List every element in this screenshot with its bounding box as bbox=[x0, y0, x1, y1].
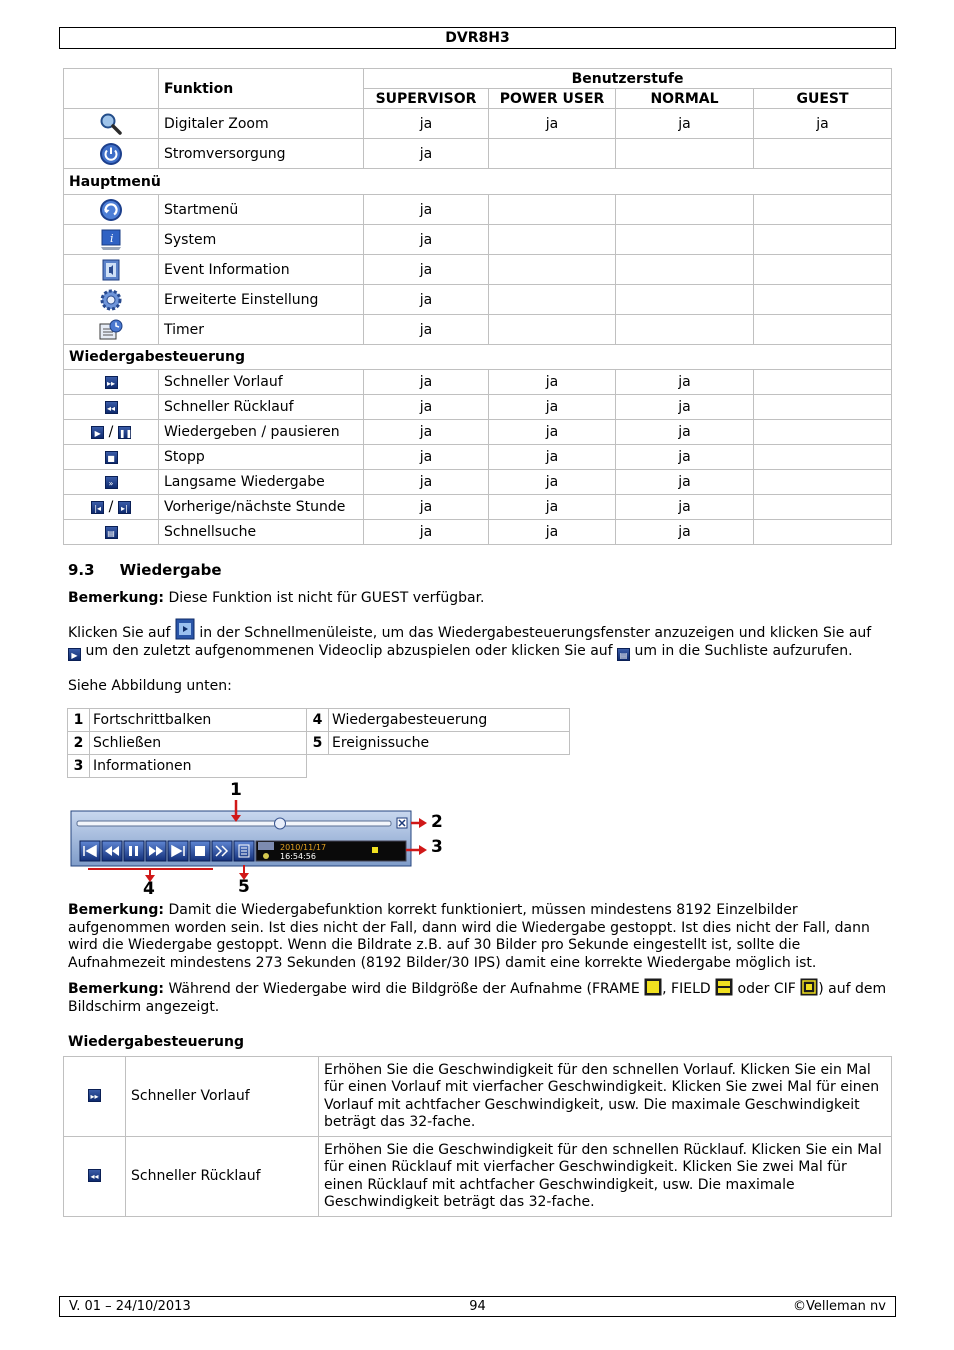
info-time: 16:54:56 bbox=[280, 852, 316, 861]
cell-value bbox=[754, 520, 892, 545]
cell-value: ja bbox=[616, 420, 754, 445]
cell-value: ja bbox=[489, 395, 616, 420]
see-below-text: Siehe Abbildung unten: bbox=[68, 678, 232, 694]
playback-menu-icon bbox=[175, 618, 195, 640]
table-row bbox=[64, 470, 892, 495]
table-row bbox=[64, 225, 892, 255]
cell-value bbox=[754, 370, 892, 395]
subheading-playback-control: Wiedergabesteuerung bbox=[68, 1034, 244, 1050]
note-guest bbox=[68, 590, 888, 608]
table-row bbox=[64, 285, 892, 315]
fast-forward-icon: ▸▸ bbox=[88, 1089, 101, 1102]
cell-value bbox=[754, 395, 892, 420]
power-icon bbox=[99, 142, 123, 166]
info-date: 2010/11/17 bbox=[280, 843, 327, 852]
pause-icon: ❚❚ bbox=[118, 426, 131, 439]
cell-value: ja bbox=[364, 420, 489, 445]
row-label: Langsame Wiedergabe bbox=[159, 470, 364, 495]
cell-value: ja bbox=[489, 520, 616, 545]
cif-icon bbox=[800, 978, 818, 996]
text-segment: Während der Wiedergabe wird die Bildgröße der Aufnahme (FRAME bbox=[164, 981, 645, 997]
row-label: Event Information bbox=[159, 255, 364, 285]
row-label: Schneller Rücklauf bbox=[159, 395, 364, 420]
cell-value bbox=[489, 255, 616, 285]
cell-value: ja bbox=[364, 195, 489, 225]
cell-value: ja bbox=[616, 470, 754, 495]
cell-value: ja bbox=[364, 255, 489, 285]
search-list-icon: ▤ bbox=[617, 648, 630, 661]
cell-value: ja bbox=[616, 370, 754, 395]
playback-description-table bbox=[63, 1056, 892, 1217]
cell-value bbox=[489, 225, 616, 255]
callout-1 bbox=[230, 780, 242, 822]
row-label: Timer bbox=[159, 315, 364, 345]
pause-button bbox=[124, 841, 144, 861]
cell-value bbox=[754, 420, 892, 445]
callout-number: 1 bbox=[230, 780, 242, 800]
table-row bbox=[64, 109, 892, 139]
col-function: Funktion bbox=[159, 69, 364, 109]
slash-separator: / bbox=[108, 499, 114, 515]
quick-search-icon: ▤ bbox=[105, 526, 118, 539]
table-row bbox=[64, 1057, 892, 1137]
advanced-settings-icon bbox=[99, 288, 123, 312]
row-label: Erweiterte Einstellung bbox=[159, 285, 364, 315]
legend-label: Schließen bbox=[90, 732, 307, 755]
cell-value bbox=[754, 445, 892, 470]
row-label: Stromversorgung bbox=[159, 139, 364, 169]
legend-number: 1 bbox=[68, 709, 90, 732]
note-label: Bemerkung: bbox=[68, 981, 165, 997]
callout-3 bbox=[406, 837, 443, 857]
callout-number: 5 bbox=[238, 877, 250, 897]
cell-value bbox=[489, 285, 616, 315]
section-heading bbox=[68, 561, 222, 579]
legend-label: Ereignissuche bbox=[329, 732, 570, 755]
cell-value: ja bbox=[489, 470, 616, 495]
cell-value bbox=[489, 139, 616, 169]
cell-value: ja bbox=[616, 445, 754, 470]
next-hour-icon: ▸| bbox=[118, 501, 131, 514]
cell-value bbox=[616, 139, 754, 169]
row-label: System bbox=[159, 225, 364, 255]
cell-value: ja bbox=[364, 315, 489, 345]
text-segment: Klicken Sie auf bbox=[68, 625, 175, 641]
cell-value bbox=[754, 495, 892, 520]
callout-number: 3 bbox=[431, 837, 443, 857]
cell-value bbox=[616, 255, 754, 285]
callout-number: 2 bbox=[431, 812, 443, 832]
cell-value bbox=[754, 285, 892, 315]
row-description: Erhöhen Sie die Geschwindigkeit für den schnellen Vorlauf. Klicken Sie ein Mal für einen Vorlauf mit vierfacher Geschwindigkeit. Klicken Sie zwei Mal für einen Vorlauf mit achtfacher Geschwindigkeit, usw. Die maximale Geschwindigkeit beträgt das 32-fache. bbox=[319, 1057, 892, 1137]
text-segment: ) auf dem Bildschirm angezeigt. bbox=[68, 981, 887, 1015]
level-power-user: POWER USER bbox=[489, 89, 616, 109]
note-label: Bemerkung: bbox=[68, 590, 165, 606]
footer-copyright: ©Velleman nv bbox=[792, 1299, 886, 1314]
cell-value: ja bbox=[364, 395, 489, 420]
cell-value: ja bbox=[489, 370, 616, 395]
cell-value bbox=[754, 470, 892, 495]
row-label: Schneller Vorlauf bbox=[126, 1057, 319, 1137]
cell-value bbox=[616, 225, 754, 255]
timer-icon bbox=[98, 318, 124, 342]
cell-value: ja bbox=[489, 109, 616, 139]
row-description: Erhöhen Sie die Geschwindigkeit für den schnellen Rücklauf. Klicken Sie ein Mal für einen Rücklauf mit vierfacher Geschwindigkeit. Klicken Sie zwei Mal für einen Rücklauf mit achtfacher Geschwindigkeit, usw. Die maximale Geschwindigkeit beträgt das 32-fache. bbox=[319, 1137, 892, 1217]
cell-value: ja bbox=[616, 495, 754, 520]
legend-label: Fortschrittbalken bbox=[90, 709, 307, 732]
cell-value bbox=[489, 315, 616, 345]
cell-value bbox=[616, 195, 754, 225]
row-label: Schneller Vorlauf bbox=[159, 370, 364, 395]
cell-value: ja bbox=[489, 445, 616, 470]
magnifier-icon bbox=[99, 112, 123, 136]
legend-number: 5 bbox=[307, 732, 329, 755]
note-image-size bbox=[68, 978, 888, 1016]
progress-bar bbox=[77, 821, 391, 826]
cell-value: ja bbox=[364, 495, 489, 520]
note-text: Diese Funktion ist nicht für GUEST verfügbar. bbox=[164, 590, 485, 606]
row-label: Wiedergeben / pausieren bbox=[159, 420, 364, 445]
table-row bbox=[64, 370, 892, 395]
cell-value bbox=[754, 315, 892, 345]
table-row bbox=[68, 732, 570, 755]
playback-control-figure bbox=[68, 780, 458, 898]
text-segment: in der Schnellmenüleiste, um das Wiedergabesteuerungsfenster anzuzeigen und klicken Sie auf bbox=[194, 625, 872, 641]
row-label: Stopp bbox=[159, 445, 364, 470]
cell-value: ja bbox=[364, 109, 489, 139]
cell-value bbox=[754, 255, 892, 285]
legend-number: 2 bbox=[68, 732, 90, 755]
cell-value: ja bbox=[754, 109, 892, 139]
text-segment: , FIELD bbox=[662, 981, 716, 997]
table-row bbox=[64, 420, 892, 445]
system-icon bbox=[99, 228, 123, 252]
field-icon bbox=[715, 978, 733, 996]
table-row bbox=[64, 495, 892, 520]
text-segment: oder CIF bbox=[733, 981, 801, 997]
table-row bbox=[64, 255, 892, 285]
cell-value bbox=[754, 225, 892, 255]
row-label: Schneller Rücklauf bbox=[126, 1137, 319, 1217]
cell-value: ja bbox=[616, 109, 754, 139]
table-row bbox=[64, 1137, 892, 1217]
paragraph-click-instructions bbox=[68, 618, 888, 661]
fast-forward-icon: ▸▸ bbox=[105, 376, 118, 389]
table-row bbox=[64, 315, 892, 345]
callout-4 bbox=[88, 869, 213, 898]
cell-value: ja bbox=[489, 495, 616, 520]
svg-text:i: i bbox=[110, 231, 114, 245]
table-row bbox=[68, 709, 570, 732]
text-segment: um den zuletzt aufgenommenen Videoclip abzuspielen oder klicken Sie auf bbox=[81, 642, 618, 659]
level-supervisor: SUPERVISOR bbox=[364, 89, 489, 109]
legend-label: Informationen bbox=[90, 755, 307, 778]
col-user-level: Benutzerstufe bbox=[364, 69, 892, 89]
note-label: Bemerkung: bbox=[68, 902, 165, 918]
legend-number: 4 bbox=[307, 709, 329, 732]
callout-2 bbox=[411, 812, 443, 832]
header-title: DVR8H3 bbox=[445, 30, 510, 46]
table-row bbox=[64, 195, 892, 225]
progress-handle bbox=[275, 818, 286, 829]
slash-separator: / bbox=[108, 424, 114, 440]
level-normal: NORMAL bbox=[616, 89, 754, 109]
table-row bbox=[64, 139, 892, 169]
play-icon: ▶ bbox=[91, 426, 104, 439]
table-row bbox=[64, 520, 892, 545]
header-icon-cell bbox=[64, 69, 159, 109]
table-row bbox=[64, 445, 892, 470]
previous-hour-icon: |◂ bbox=[91, 501, 104, 514]
empty-cell bbox=[307, 755, 329, 778]
legend-number: 3 bbox=[68, 755, 90, 778]
frame-size-badge bbox=[258, 842, 274, 850]
cell-value: ja bbox=[489, 420, 616, 445]
playback-bar-illustration bbox=[68, 780, 458, 898]
stop-icon: ■ bbox=[105, 451, 118, 464]
level-guest: GUEST bbox=[754, 89, 892, 109]
cell-value: ja bbox=[364, 470, 489, 495]
callout-5 bbox=[238, 865, 250, 897]
cell-value: ja bbox=[364, 520, 489, 545]
empty-cell bbox=[329, 755, 570, 778]
play-icon: ▶ bbox=[68, 648, 81, 661]
cell-value: ja bbox=[364, 370, 489, 395]
permissions-table bbox=[63, 68, 892, 545]
section-playback-control: Wiedergabesteuerung bbox=[64, 345, 892, 370]
cell-value bbox=[616, 315, 754, 345]
cell-value bbox=[754, 195, 892, 225]
section-main-menu: Hauptmenü bbox=[64, 169, 892, 195]
cell-value bbox=[754, 139, 892, 169]
cell-value: ja bbox=[364, 285, 489, 315]
cell-value: ja bbox=[616, 520, 754, 545]
row-label: Startmenü bbox=[159, 195, 364, 225]
table-row bbox=[68, 755, 570, 778]
cell-value bbox=[489, 195, 616, 225]
callout-number: 4 bbox=[143, 879, 155, 898]
header-bar bbox=[59, 27, 896, 49]
note-frame-requirement bbox=[68, 902, 888, 972]
section-number: 9.3 bbox=[68, 561, 95, 579]
footer-version: V. 01 – 24/10/2013 bbox=[69, 1299, 191, 1314]
event-info-icon bbox=[99, 258, 123, 282]
text-segment: um in die Suchliste aufzurufen. bbox=[630, 642, 853, 659]
row-label: Vorherige/nächste Stunde bbox=[159, 495, 364, 520]
section-title: Wiedergabe bbox=[119, 561, 222, 579]
cell-value bbox=[616, 285, 754, 315]
slow-play-icon: » bbox=[105, 476, 118, 489]
cell-value: ja bbox=[364, 225, 489, 255]
legend-label: Wiedergabesteuerung bbox=[329, 709, 570, 732]
note-text: Damit die Wiedergabefunktion korrekt funktioniert, müssen mindestens 8192 Einzelbilder aufgenommen worden sein. Ist dies nicht der Fall, dann wird die Wiedergabe gestoppt. Ist dies nicht der Fall, dann wird die Wiedergabe gestoppt. Wenn die Bildrate z.B. auf 30 Bilder pro Sekunde eingestellt ist, sollte die Aufnahmezeit mindestens 273 Sekunden (8192 Bilder/30 IPS) damit eine korrekte Wiedergabe möglich ist. bbox=[68, 902, 870, 971]
fast-rewind-icon: ◂◂ bbox=[88, 1169, 101, 1182]
fast-rewind-icon: ◂◂ bbox=[105, 401, 118, 414]
cell-value: ja bbox=[364, 445, 489, 470]
row-label: Schnellsuche bbox=[159, 520, 364, 545]
legend-table bbox=[67, 708, 570, 778]
frame-icon bbox=[644, 978, 662, 996]
start-menu-icon bbox=[99, 198, 123, 222]
cell-value: ja bbox=[616, 395, 754, 420]
footer-bar bbox=[59, 1296, 896, 1317]
table-row bbox=[64, 395, 892, 420]
footer-page-number: 94 bbox=[469, 1299, 486, 1314]
row-label: Digitaler Zoom bbox=[159, 109, 364, 139]
cell-value: ja bbox=[364, 139, 489, 169]
